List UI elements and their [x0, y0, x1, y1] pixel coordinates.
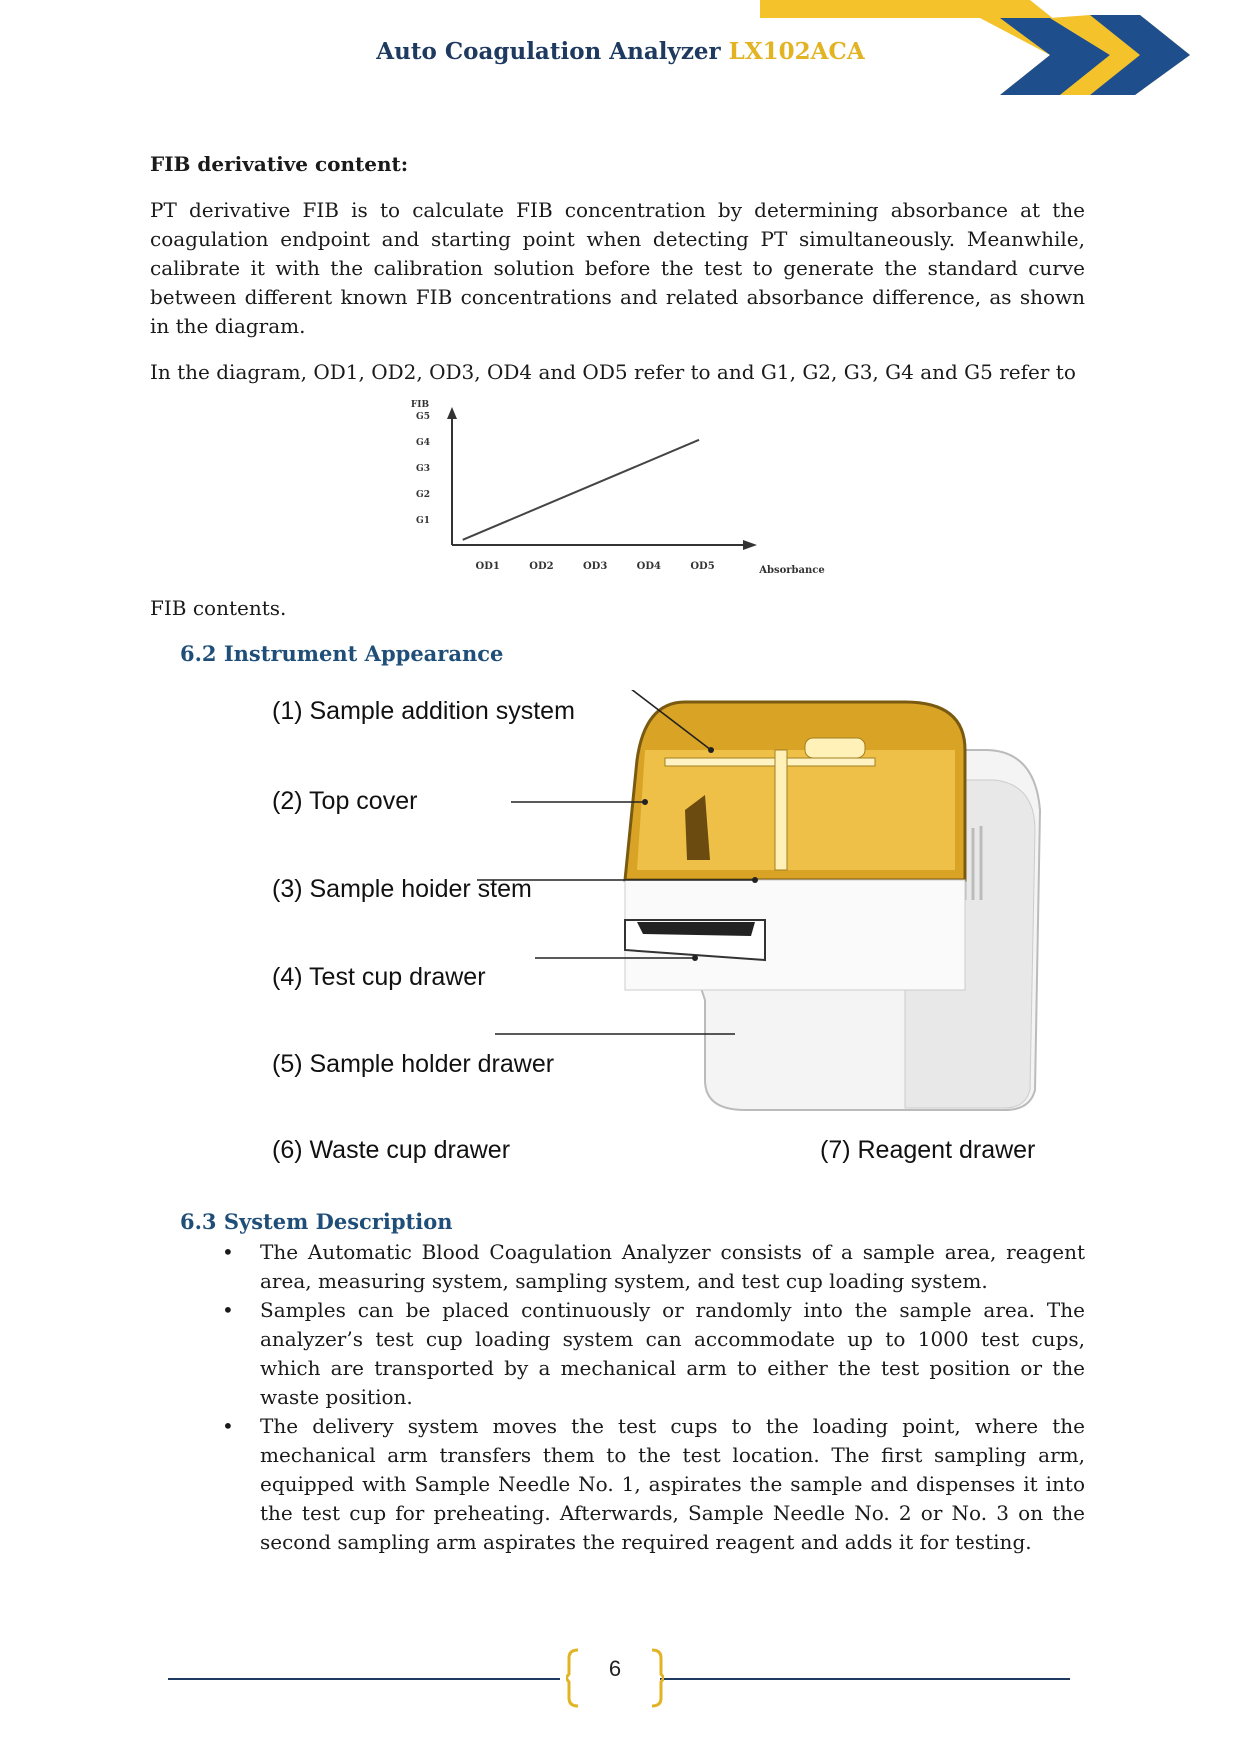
fib-heading: FIB derivative content:	[150, 152, 409, 176]
label-sample-addition-system: (1) Sample addition system	[272, 697, 575, 725]
x-tick-label: OD5	[690, 561, 715, 572]
x-axis-arrow	[743, 540, 757, 550]
section-heading-system-description: 6.3 System Description	[180, 1209, 453, 1234]
x-tick-label: OD3	[582, 561, 608, 572]
y-tick-label: G4	[416, 438, 430, 449]
bullet-glyph: •	[222, 1240, 234, 1264]
y-tick-label: G3	[416, 464, 430, 475]
section-heading-instrument-appearance: 6.2 Instrument Appearance	[180, 641, 504, 666]
bullet-glyph: •	[222, 1298, 234, 1322]
x-axis-label: Absorbance	[759, 565, 825, 576]
y-tick-label: G5	[416, 412, 430, 423]
label-sample-holder-drawer: (5) Sample holder drawer	[272, 1050, 555, 1078]
y-tick-label: G1	[416, 516, 430, 527]
fib-paragraph-2: In the diagram, OD1, OD2, OD3, OD4 and OD5 refer to and G1, G2, G3, G4 and G5 refer to	[150, 360, 1076, 384]
list-item	[150, 1238, 1085, 1296]
list-item-text: Samples can be placed continuously or randomly into the sample area. The analyzer’s test cup loading system can accommodate up to 1000 test cups, which are transported by a mechanical arm to either the test position or the waste position.	[260, 1298, 1085, 1409]
x-tick-label: OD4	[636, 561, 661, 572]
header-model-code: LX102ACA	[728, 38, 865, 65]
page-number: 6	[608, 1656, 622, 1681]
sample-arm	[665, 758, 875, 766]
footer-rule-right	[660, 1678, 1070, 1680]
bullet-glyph: •	[222, 1414, 234, 1438]
fib-paragraph-2-tail: FIB contents.	[150, 596, 287, 620]
y-tick-label: G2	[416, 490, 430, 501]
x-tick-label: OD1	[475, 561, 500, 572]
list-item	[150, 1412, 1085, 1557]
fib-standard-curve-chart	[405, 395, 825, 595]
x-tick-label: OD2	[529, 561, 554, 572]
series-line	[463, 440, 699, 540]
list-item-text: The delivery system moves the test cups to the loading point, where the mechanical arm transfers them to the test location. The first sampling arm, equipped with Sample Needle No. 1, aspirates the sample and dispenses it into the test cup for preheating. Afterwards, Sample Needle No. 2 or No. 3 on the second sampling arm aspirates the required reagent and adds it for testing.	[260, 1414, 1085, 1554]
y-axis-arrow	[447, 407, 457, 419]
label-waste-cup-drawer: (6) Waste cup drawer	[272, 1136, 511, 1164]
footer-bracket-right	[650, 1648, 664, 1708]
y-axis-label: FIB	[410, 400, 430, 410]
list-item	[150, 1296, 1085, 1412]
header-title-main: Auto Coagulation Analyzer	[376, 38, 729, 65]
document-header-title	[0, 38, 1241, 65]
fib-paragraph-1: PT derivative FIB is to calculate FIB concentration by determining absorbance at the coagulation endpoint and starting point when detecting PT simultaneously. Meanwhile, calibrate it with the calibration solution before the test to generate the standard curve between different known FIB concentrations and related absorbance difference, as shown in the diagram.	[150, 198, 1085, 338]
label-sample-holder-stem: (3) Sample hoider stem	[272, 875, 532, 903]
instrument-illustration	[265, 690, 1125, 1190]
list-item-text: The Automatic Blood Coagulation Analyzer consists of a sample area, reagent area, measuring system, sampling system, and test cup loading system.	[260, 1240, 1085, 1293]
system-description-list	[150, 1238, 1085, 1557]
label-test-cup-drawer: (4) Test cup drawer	[272, 963, 486, 991]
label-top-cover: (2) Top cover	[272, 787, 418, 815]
label-reagent-drawer: (7) Reagent drawer	[820, 1136, 1036, 1164]
footer-rule-left	[168, 1678, 560, 1680]
